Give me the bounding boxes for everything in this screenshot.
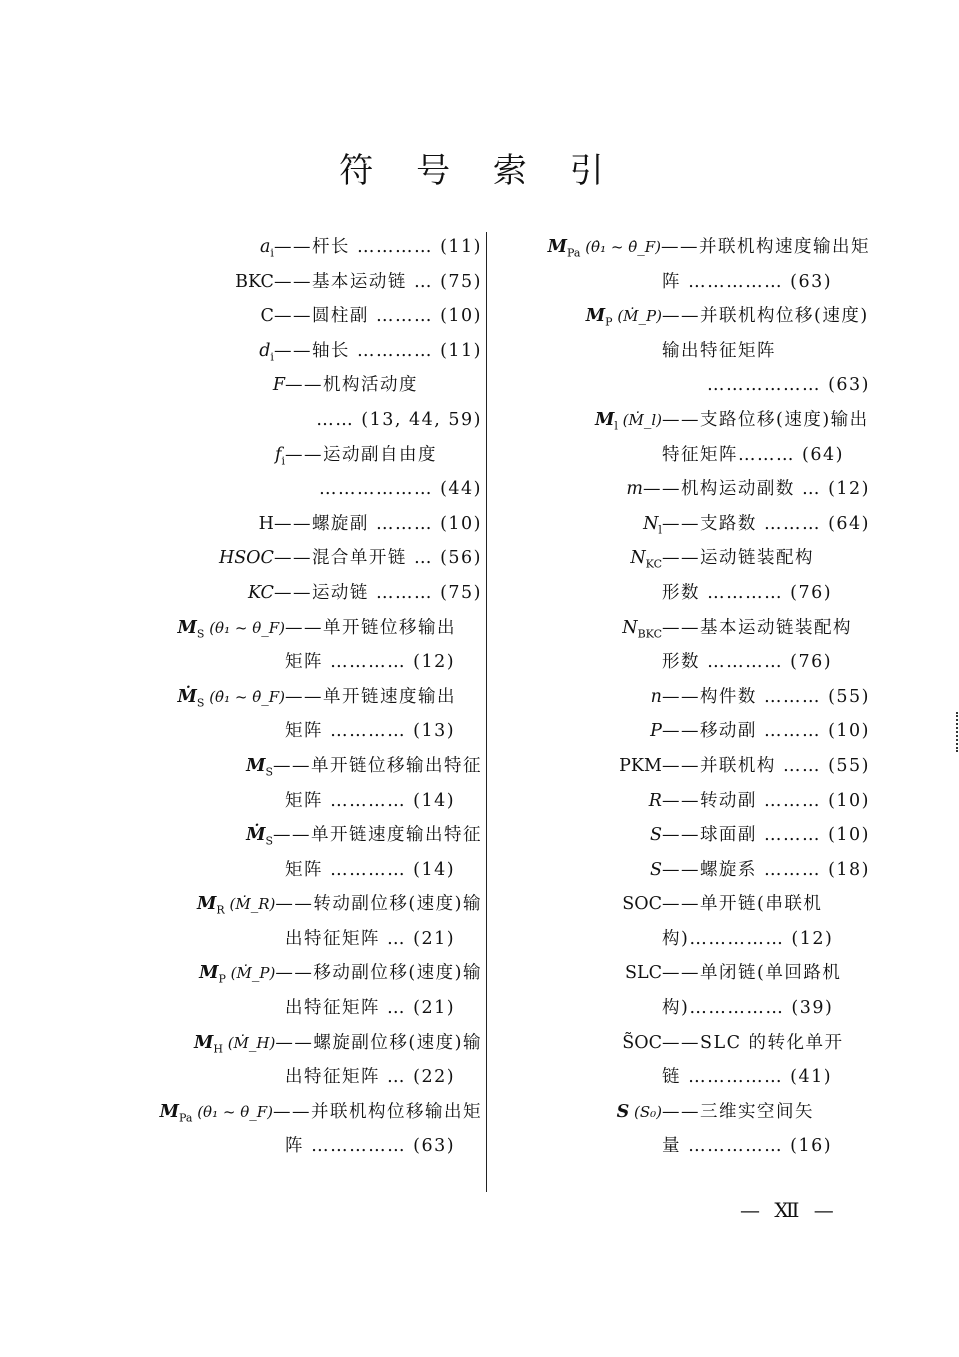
index-symbol: Ṁ$_S$ (θ̇₁ ~ θ̇_F) <box>177 686 285 710</box>
index-description-continued: 出特征矩阵 … (22) <box>285 1067 456 1088</box>
index-entry <box>90 749 482 818</box>
index-description: ——转动副位移(速度)输 <box>275 894 482 915</box>
index-symbol: $M_l$ (Ṁ_l) <box>594 409 662 433</box>
index-entry <box>500 887 870 956</box>
index-description: ——运动链装配构 <box>662 548 814 569</box>
index-description: ——SLC 的转化单开 <box>662 1032 844 1053</box>
index-symbol: $M_P$ (Ṁ_P) <box>199 963 276 986</box>
index-entry <box>500 541 870 610</box>
index-description: ——并联机构位移输出矩 <box>273 1101 482 1122</box>
index-entry <box>90 230 482 265</box>
page-title: 符 号 索 引 <box>339 151 620 191</box>
index-entry <box>500 230 870 299</box>
index-symbol: $N_{BKC}$ <box>622 617 662 641</box>
index-description: ——单开链(串联机 <box>662 894 823 915</box>
index-symbol: F <box>272 375 285 396</box>
index-description: ——单开链速度输出特征 <box>273 825 482 846</box>
index-symbol: n <box>650 686 662 707</box>
index-entry <box>500 507 870 542</box>
index-description-continued: 出特征矩阵 … (21) <box>285 998 456 1019</box>
column-divider <box>486 232 487 1192</box>
index-symbol: SLC <box>625 963 662 984</box>
index-description-continued: 链 …………… (41) <box>662 1067 833 1088</box>
index-description: ——单开链位移输出 <box>285 617 456 638</box>
index-description-continued: 形数 ………… (76) <box>662 652 833 673</box>
index-entry <box>500 749 870 784</box>
index-description-continued: 出特征矩阵 … (21) <box>285 928 456 949</box>
index-entry <box>90 611 482 680</box>
index-entry <box>500 1026 870 1095</box>
index-description: ——球面副 ……… (10) <box>661 825 870 846</box>
index-symbol: $M_{Pa}$ (θ₁ ~ θ_F) <box>159 1101 273 1125</box>
index-entry <box>90 265 482 300</box>
index-entry <box>90 887 482 956</box>
index-symbol: PKM <box>619 755 662 776</box>
index-description: ——支路位移(速度)输出 <box>662 409 869 430</box>
index-entry <box>500 403 870 472</box>
index-description: ——构件数 ……… (55) <box>661 686 870 707</box>
index-description: ——转动副 ……… (10) <box>661 790 870 811</box>
index-description: ——机构活动度 <box>285 375 418 396</box>
index-symbol: $M_S$ (θ₁ ~ θ_F) <box>177 617 285 641</box>
index-description: ——机构运动副数 … (12) <box>642 479 870 500</box>
index-symbol: S <box>649 859 662 880</box>
index-symbol: $M_S$ <box>246 755 273 779</box>
index-description: ——基本运动链装配构 <box>662 617 852 638</box>
index-symbol: C <box>260 306 274 327</box>
index-symbol: $N_{KC}$ <box>630 548 662 571</box>
index-description-continued: 矩阵 ………… (14) <box>285 790 456 811</box>
index-entry <box>500 299 870 403</box>
index-column-left <box>90 230 482 1164</box>
index-symbol: $M_R$ (Ṁ_R) <box>197 894 276 917</box>
index-description-continued: 量 …………… (16) <box>662 1136 833 1157</box>
index-description: ——杆长 ………… (11) <box>273 237 482 257</box>
index-symbol: P <box>650 721 662 742</box>
index-symbol: S̃OC <box>622 1032 662 1053</box>
index-description-continued: ……………… (44) <box>319 479 482 500</box>
index-entry <box>90 438 482 507</box>
index-entry <box>90 1095 482 1164</box>
index-symbol: H <box>258 513 274 534</box>
index-description: ——移动副位移(速度)输 <box>275 963 482 984</box>
index-description: ——单开链速度输出 <box>285 686 456 707</box>
index-symbol: $M_{Pa}$ (θ̇₁ ~ θ̇_F) <box>547 237 661 260</box>
index-description: ——螺旋副 ……… (10) <box>273 513 482 534</box>
index-entry <box>90 507 482 542</box>
index-entry <box>90 576 482 611</box>
index-entry <box>90 818 482 887</box>
index-symbol: $M_H$ (Ṁ_H) <box>193 1032 276 1056</box>
index-description-continued: 构)…………… (39) <box>662 998 834 1019</box>
index-description-continued: 矩阵 ………… (14) <box>285 859 456 880</box>
index-symbol: BKC <box>235 271 274 292</box>
index-description: ——运动链 ……… (75) <box>273 582 482 603</box>
index-description: ——并联机构 …… (55) <box>661 755 870 776</box>
index-entry <box>500 611 870 680</box>
index-entry <box>90 299 482 334</box>
index-entry <box>500 956 870 1025</box>
index-description: ——移动副 ……… (10) <box>661 721 870 742</box>
index-description-continued: 阵 …………… (63) <box>285 1136 456 1157</box>
index-entry <box>500 853 870 888</box>
index-symbol: S (S₀) <box>616 1101 662 1122</box>
index-column-right <box>500 230 870 1164</box>
index-description: ——并联机构位移(速度) <box>662 306 869 327</box>
index-entry <box>90 1026 482 1095</box>
index-entry <box>90 956 482 1025</box>
index-entry <box>500 1095 870 1164</box>
index-entry <box>500 472 870 507</box>
index-description: ——圆柱副 ……… (10) <box>273 306 482 327</box>
page-number: — Ⅻ — <box>740 1198 838 1222</box>
index-description-continued: 形数 ………… (76) <box>662 582 833 603</box>
index-description: ——螺旋副位移(速度)输 <box>275 1032 482 1053</box>
index-entry <box>90 334 482 369</box>
index-description: ——螺旋系 ……… (18) <box>661 859 870 880</box>
index-description-continued: …… (13, 44, 59) <box>316 409 482 430</box>
index-description-continued: 输出特征矩阵 <box>662 340 776 361</box>
index-description: ——支路数 ……… (64) <box>661 513 870 534</box>
index-entry <box>90 541 482 576</box>
index-symbol: $N_l$ <box>643 513 662 537</box>
index-description: ——单开链位移输出特征 <box>273 755 482 776</box>
index-symbol: $M_P$ (Ṁ_P) <box>585 306 662 329</box>
index-description: ——基本运动链 … (75) <box>273 271 482 292</box>
index-entry <box>500 714 870 749</box>
index-symbol: $f_i$ <box>274 444 285 468</box>
index-description: ——单闭链(单回路机 <box>662 963 842 984</box>
index-description: ——三维实空间矢 <box>662 1101 814 1122</box>
index-description: ——轴长 ………… (11) <box>273 340 482 361</box>
index-entry <box>90 680 482 749</box>
index-description: ——并联机构速度输出矩 <box>661 237 870 257</box>
index-entry <box>500 784 870 819</box>
index-description: ——混合单开链 … (56) <box>273 548 482 569</box>
index-symbol: $d_i$ <box>259 340 274 364</box>
index-entry <box>500 680 870 715</box>
index-symbol: $a_i$ <box>259 237 274 260</box>
index-description-continued: 特征矩阵……… (64) <box>662 444 844 465</box>
index-symbol: m <box>626 479 643 500</box>
index-entry <box>500 818 870 853</box>
index-description-continued: 阵 …………… (63) <box>662 271 833 292</box>
index-description: ——运动副自由度 <box>285 444 437 465</box>
index-symbol: R <box>648 790 662 811</box>
index-symbol: Ṁ$_S$ <box>246 825 273 848</box>
index-symbol: SOC <box>622 894 662 915</box>
index-symbol: S <box>649 825 662 846</box>
index-description-continued: 构)…………… (12) <box>662 928 834 949</box>
index-entry <box>90 368 482 437</box>
index-symbol: KC <box>247 582 274 603</box>
index-description-continued: 矩阵 ………… (13) <box>285 721 456 742</box>
index-symbol: HSOC <box>218 548 274 569</box>
index-description-continued: ……………… (63) <box>707 375 870 396</box>
index-description-continued: 矩阵 ………… (12) <box>285 652 456 673</box>
